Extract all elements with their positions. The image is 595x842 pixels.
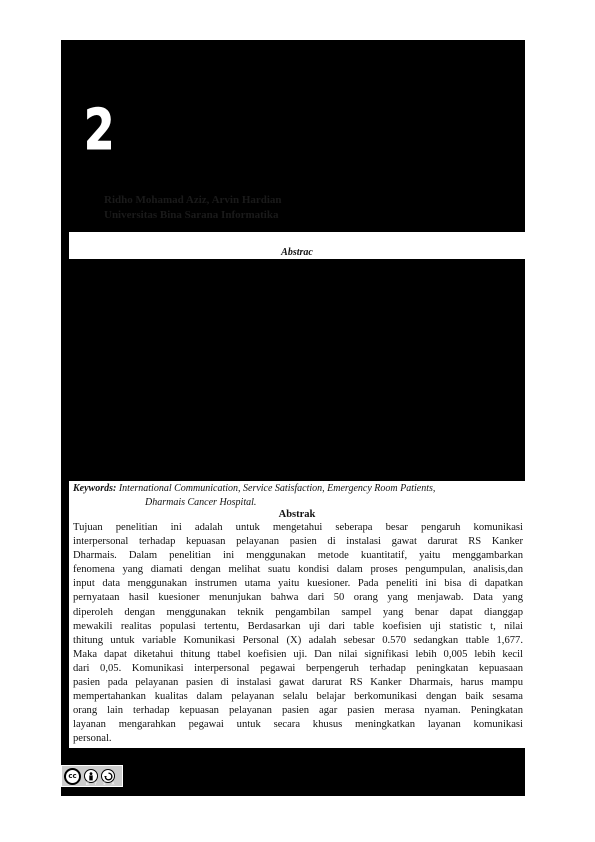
abstrak-line: Tujuan penelitian ini adalah untuk mengetahui seberapa besar pengaruh komunikasi: [73, 522, 523, 533]
footer-redaction-block: [61, 748, 525, 796]
abstrak-line: thitung untuk variable Komunikasi Personal (X) adalah sebesar 0.570 sedangkan ttable 1,677.: [73, 634, 523, 646]
abstrak-line: fenomena yang diamati dengan melihat suatu kondisi dalam proses pengumpulan, analisis,dan: [73, 564, 523, 576]
keywords-line-1: International Communication, Service Satisfaction, Emergency Room Patients,: [118, 483, 436, 494]
share-alike-icon: [104, 772, 113, 781]
author-affiliation: Universitas Bina Sarana Informatika: [104, 209, 279, 221]
abstrak-line: Dharmais. Dalam penelitian ini menggunakan metode kuantitatif, yaitu menggambarkan: [73, 550, 523, 562]
keywords-label: Keywords:: [73, 483, 117, 494]
sa-label: SA: [102, 781, 121, 786]
keywords-block: [73, 482, 525, 510]
cc-icon: cc: [64, 768, 81, 785]
by-label: BY: [86, 781, 103, 786]
keywords-line-2: Dharmais Cancer Hospital.: [145, 497, 257, 508]
person-icon: [87, 772, 95, 781]
abstrak-body: [73, 521, 523, 747]
abstrak-line: layanan mengarahkan pegawai untuk secara khusus meningkatkan layanan komunikasi: [73, 719, 523, 731]
abstrak-line: diperoleh dengan menggunakan teknik pengambilan sampel yang benar dapat dianggap: [73, 606, 523, 618]
abstract-redaction-block: [69, 259, 525, 481]
abstrak-line: orang lain terhadap kepuasan pelayanan pasien agar pasien merasa nyaman. Peningkatan: [73, 705, 523, 717]
chapter-number: 2: [84, 98, 115, 163]
abstrak-line: personal.: [73, 733, 112, 745]
abstrak-line: input data menggunakan instrumen utama yaitu kuesioner. Pada peneliti ini bisa di dapatkan: [73, 578, 523, 590]
abstrak-line: pernyataan hasil kuesioner menunjukan bahwa dari 50 orang yang menjawab. Data yang: [73, 592, 523, 604]
abstrak-line: Maka dapat diketahui thitung ttabel koefisien uji. Dan nilai signifikasi lebih 0,005 lebih kecil: [73, 648, 523, 660]
abstrak-line: pasien pada pelayanan pasien di instalasi gawat darurat RS Kanker Dharmais, harus mampu: [73, 677, 523, 689]
author-names: Ridho Mohamad Aziz, Arvin Hardian: [104, 194, 282, 206]
abstrak-line: interpersonal terhadap kepuasan pelayanan pasien di instalasi gawat darurat RS Kanker: [73, 536, 523, 548]
abstrak-line: mempertahankan kualitas dalam pelayanan selalu belajar berkomunikasi dengan baik sesama: [73, 691, 523, 703]
abstrak-title: Abstrak: [278, 509, 316, 520]
author-block: [104, 193, 282, 223]
abstract-en-title: Abstrac: [281, 247, 313, 258]
abstrak-line: dari 0,05. Komunikasi interpersonal pegawai berpengeruh terhadap peningkatan kepuasaan: [73, 662, 523, 674]
left-redaction-frame: [61, 232, 69, 748]
license-labels: [86, 781, 120, 786]
abstrak-line: mewakili realitas populasi tertentu, Berdasarkan uji dari table koefisien uji statistic t, nilai: [73, 620, 523, 632]
